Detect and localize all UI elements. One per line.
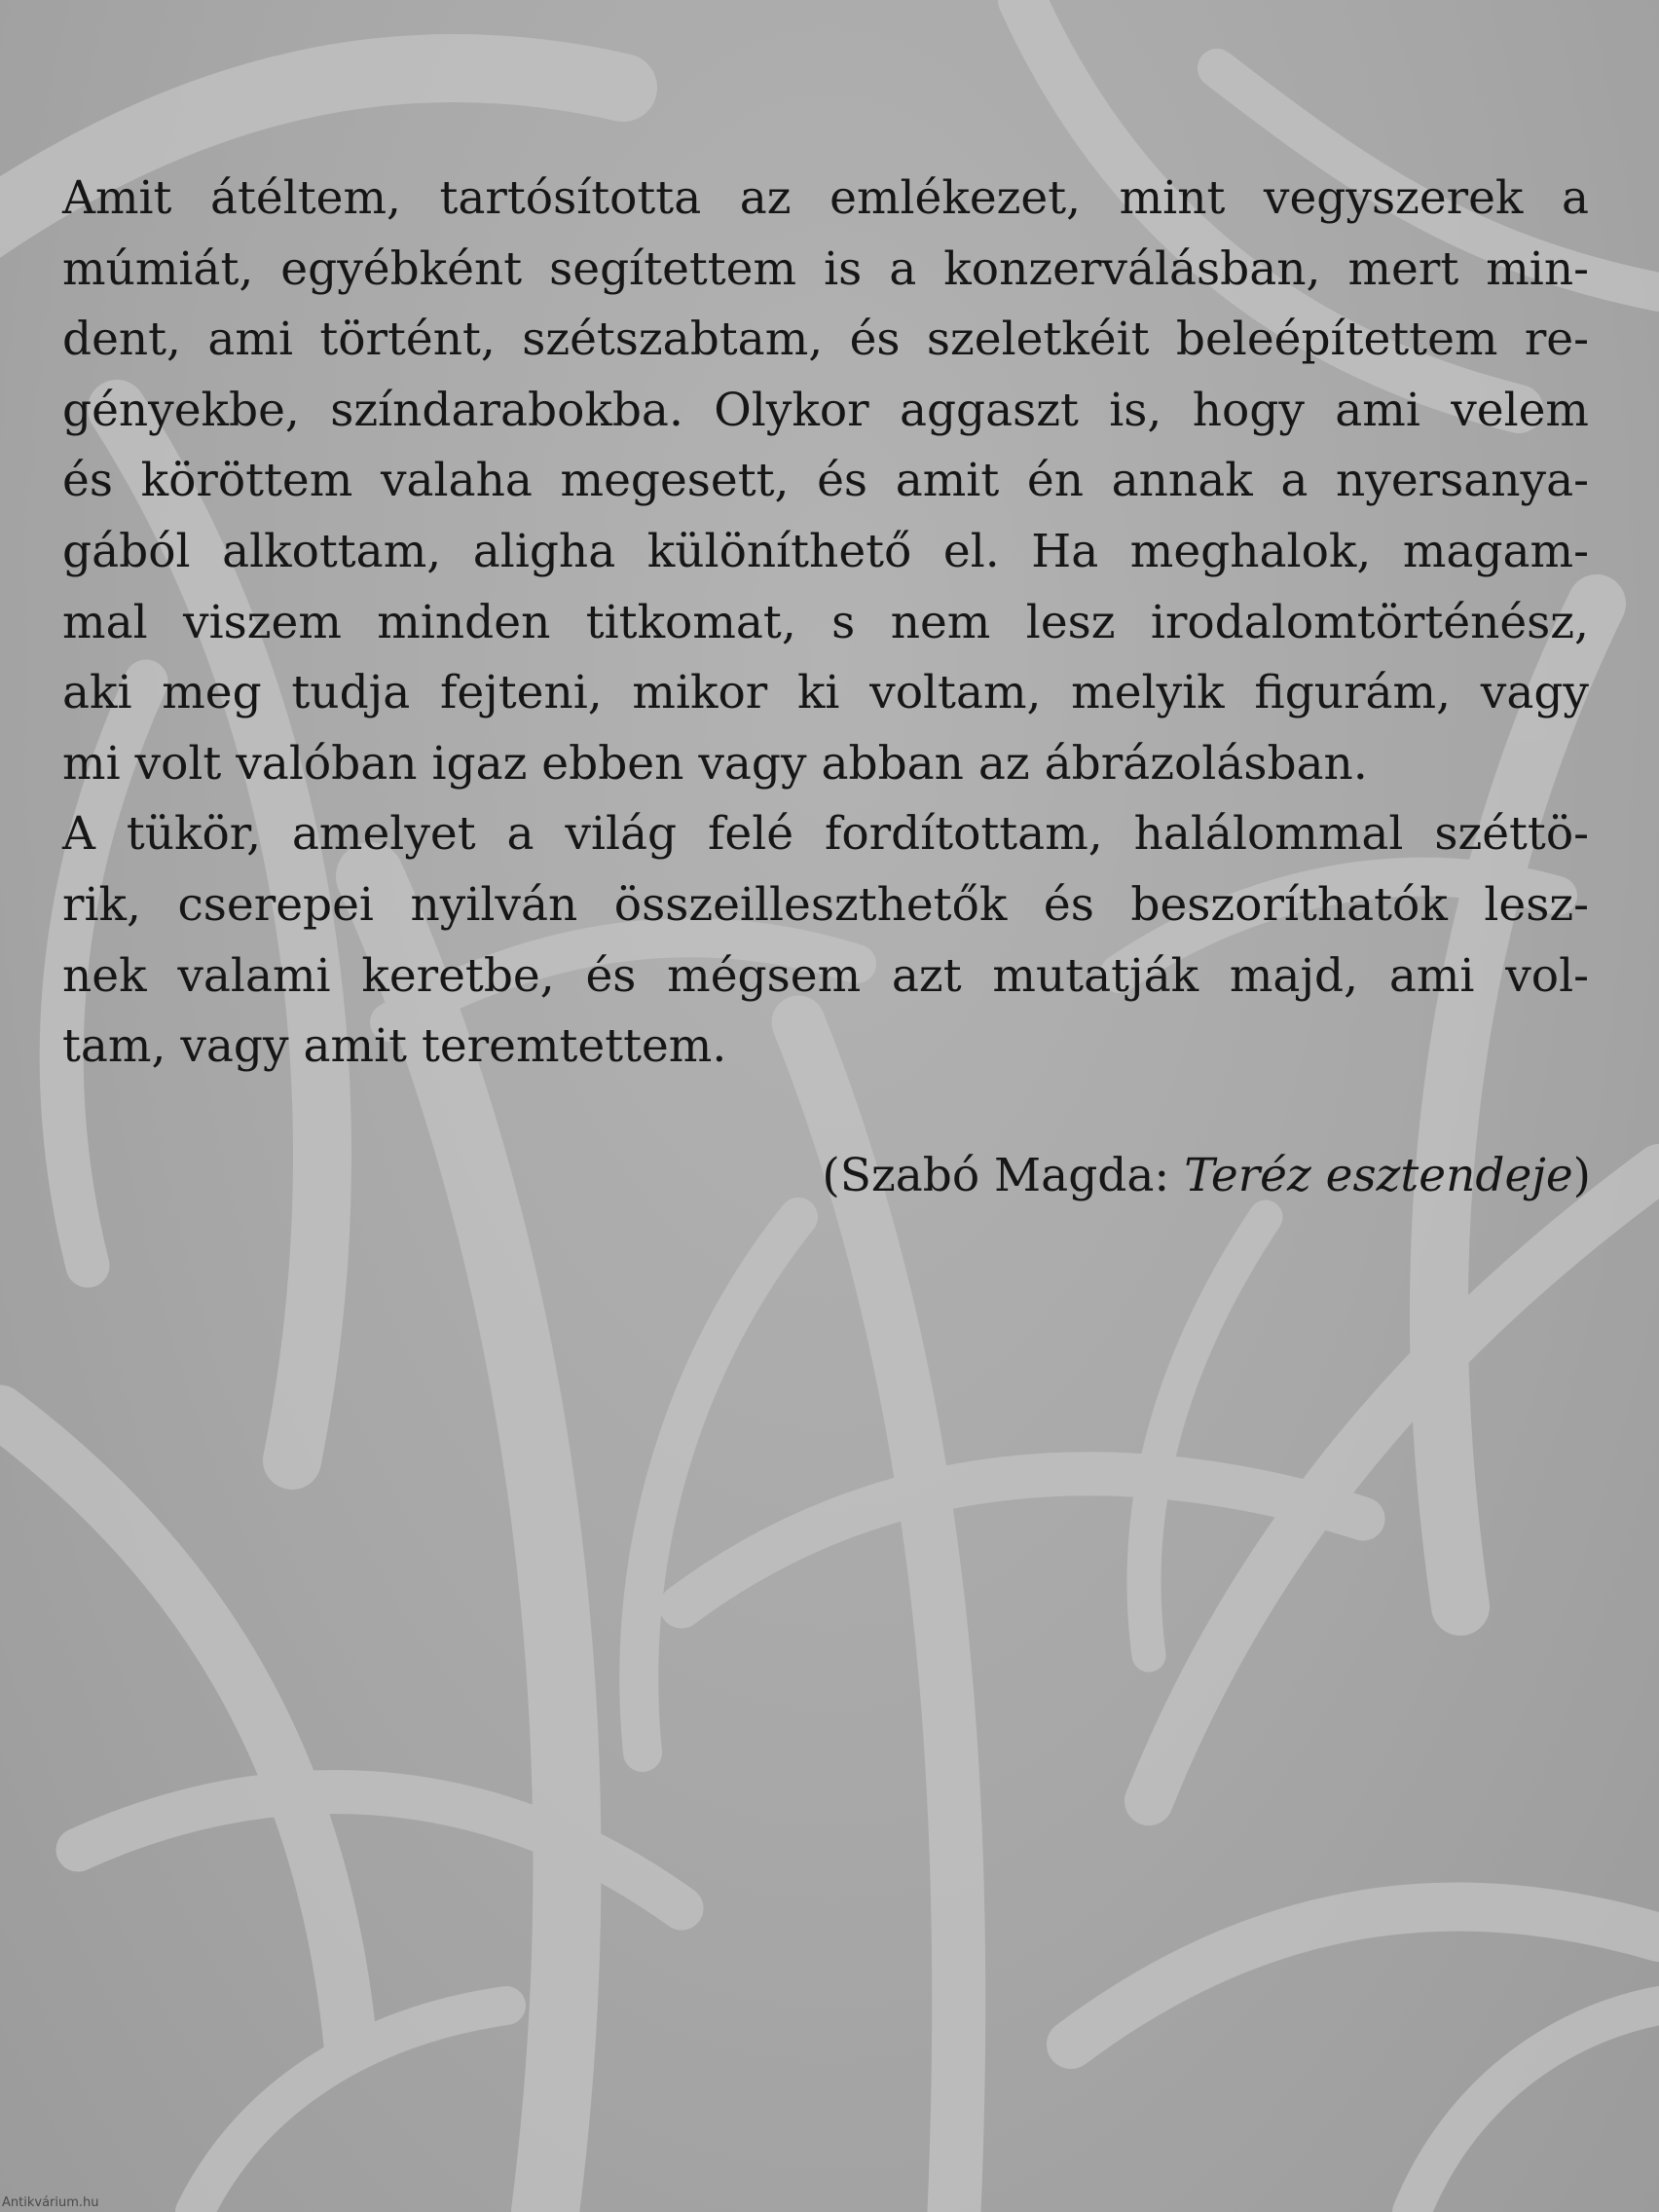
quote-line: mi volt valóban igaz ebben vagy abban az ábrázolásban. xyxy=(62,736,1368,791)
quote-line: dent, ami történt, szétszabtam, és szeletkéit beleépítettem re- xyxy=(62,313,1589,367)
quote-line: gényekbe, színdarabokba. Olykor aggaszt is, hogy ami velem xyxy=(62,383,1589,437)
quote-line: és köröttem valaha megesett, és amit én annak a nyersanya- xyxy=(62,454,1589,508)
quote-line: mal viszem minden titkomat, s nem lesz irodalomtörténész, xyxy=(62,595,1589,649)
quote-line: Amit átéltem, tartósította az emlékezet, mint vegyszerek a xyxy=(62,171,1589,225)
quote-line: rik, cserepei nyilván összeilleszthetők és beszoríthatók lesz- xyxy=(62,877,1589,932)
attribution-book-title: Teréz esztendeje xyxy=(1184,1149,1573,1202)
watermark-text: Antikvárium.hu xyxy=(2,2195,99,2210)
quote-attribution xyxy=(822,1147,1591,1205)
attribution-close: ) xyxy=(1572,1149,1591,1202)
quote-line: tam, vagy amit teremtettem. xyxy=(62,1019,727,1074)
attribution-author: (Szabó Magda: xyxy=(822,1149,1185,1202)
quote-line: gából alkottam, aligha különíthető el. Ha meghalok, magam- xyxy=(62,524,1589,578)
quote-line: nek valami keretbe, és mégsem azt mutatják majd, ami vol- xyxy=(62,948,1589,1003)
quote-line: aki meg tudja fejteni, mikor ki voltam, melyik figurám, vagy xyxy=(62,666,1589,720)
quote-line: A tükör, amelyet a világ felé fordítottam, halálommal széttö- xyxy=(62,807,1589,862)
quote-text xyxy=(62,164,1589,1083)
quote-line: múmiát, egyébként segítettem is a konzerválásban, mert min- xyxy=(62,241,1589,296)
